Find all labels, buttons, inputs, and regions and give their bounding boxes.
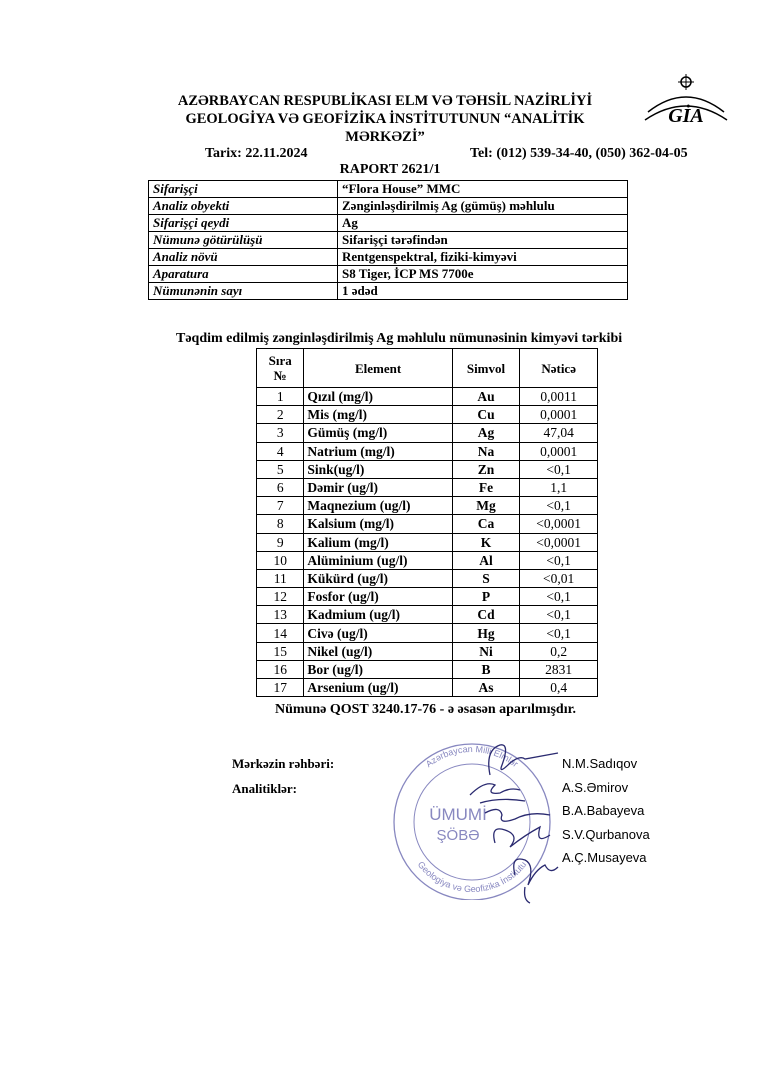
element-name: Kadmium (ug/l)	[304, 606, 452, 624]
row-number: 7	[257, 497, 304, 515]
row-number: 3	[257, 424, 304, 442]
element-name: Kükürd (ug/l)	[304, 569, 452, 587]
result-value: <0,1	[520, 460, 598, 478]
signatory-name: S.V.Qurbanova	[562, 826, 650, 842]
element-name: Bor (ug/l)	[304, 660, 452, 678]
element-name: Mis (mg/l)	[304, 406, 452, 424]
table-row	[257, 424, 598, 442]
element-symbol: Al	[452, 551, 520, 569]
element-name: Qızıl (mg/l)	[304, 388, 452, 406]
element-symbol: Ni	[452, 642, 520, 660]
result-value: 2831	[520, 660, 598, 678]
info-value: Rentgenspektral, fiziki-kimyəvi	[338, 249, 628, 266]
info-value: Zənginləşdirilmiş Ag (gümüş) məhlulu	[338, 198, 628, 215]
result-value: 1,1	[520, 478, 598, 496]
element-symbol: S	[452, 569, 520, 587]
info-value: 1 ədəd	[338, 283, 628, 300]
row-number: 8	[257, 515, 304, 533]
element-symbol: B	[452, 660, 520, 678]
head-label: Mərkəzin rəhbəri:	[232, 756, 335, 771]
ministry-title: AZƏRBAYCAN RESPUBLİKASI ELM VƏ TƏHSİL NAZİRLİYİ	[177, 93, 593, 109]
result-value: <0,1	[520, 588, 598, 606]
element-name: Kalsium (mg/l)	[304, 515, 452, 533]
element-name: Maqnezium (ug/l)	[304, 497, 452, 515]
results-subtitle: Təqdim edilmiş zənginləşdirilmiş Ag məhlulu nümunəsinin kimyəvi tərkibi	[176, 331, 623, 346]
info-row	[149, 249, 628, 266]
institute-logo-icon	[640, 72, 730, 132]
table-row	[257, 551, 598, 569]
report-number: RAPORT 2621/1	[339, 162, 441, 177]
row-number: 1	[257, 388, 304, 406]
order-info-table	[148, 180, 628, 300]
standard-note: Nümunə QOST 3240.17-76 - ə əsasən aparılmışdır.	[275, 702, 577, 717]
signatory-name: B.A.Babayeva	[562, 803, 645, 818]
table-row	[257, 497, 598, 515]
col-header-no: Sıra №	[257, 349, 304, 388]
table-row	[257, 460, 598, 478]
results-header-row	[257, 349, 598, 388]
element-symbol: K	[452, 533, 520, 551]
info-value: Sifarişçi tərəfindən	[338, 232, 628, 249]
element-symbol: Cu	[452, 406, 520, 424]
table-row	[257, 642, 598, 660]
element-name: Dəmir (ug/l)	[304, 478, 452, 496]
info-label: Aparatura	[149, 266, 338, 283]
info-value: “Flora House” MMC	[338, 181, 628, 198]
element-name: Gümüş (mg/l)	[304, 424, 452, 442]
element-name: Fosfor (ug/l)	[304, 588, 452, 606]
info-label: Analiz obyekti	[149, 198, 338, 215]
element-symbol: Mg	[452, 497, 520, 515]
institute-title: GEOLOGİYA VƏ GEOFİZİKA İNSTİTUTUNUN “ANALİTİK MƏRKƏZİ”	[185, 111, 585, 145]
row-number: 10	[257, 551, 304, 569]
col-header-element: Element	[304, 349, 452, 388]
table-row	[257, 588, 598, 606]
logo-lettering: GİA	[668, 105, 704, 127]
result-value: 0,0001	[520, 406, 598, 424]
row-number: 9	[257, 533, 304, 551]
element-name: Nikel (ug/l)	[304, 642, 452, 660]
element-name: Sink(ug/l)	[304, 460, 452, 478]
element-symbol: Cd	[452, 606, 520, 624]
element-name: Arsenium (ug/l)	[304, 679, 452, 697]
stamp-ring-bottom: Geologiya və Geofizika İnstitutu	[415, 859, 529, 895]
row-number: 17	[257, 679, 304, 697]
result-value: <0,01	[520, 569, 598, 587]
element-name: Civə (ug/l)	[304, 624, 452, 642]
phone-numbers: Tel: (012) 539-34-40, (050) 362-04-05	[470, 146, 688, 161]
signatures	[440, 735, 580, 905]
info-row	[149, 232, 628, 249]
info-label: Analiz növü	[149, 249, 338, 266]
result-value: 0,0011	[520, 388, 598, 406]
info-label: Nümunənin sayı	[149, 283, 338, 300]
element-symbol: Ag	[452, 424, 520, 442]
info-label: Sifarişçi	[149, 181, 338, 198]
row-number: 5	[257, 460, 304, 478]
report-date: Tarix: 22.11.2024	[205, 146, 308, 161]
row-number: 16	[257, 660, 304, 678]
element-symbol: Fe	[452, 478, 520, 496]
result-value: <0,0001	[520, 533, 598, 551]
info-label: Sifarişçi qeydi	[149, 215, 338, 232]
info-row	[149, 283, 628, 300]
result-value: 0,4	[520, 679, 598, 697]
col-header-result: Nəticə	[520, 349, 598, 388]
element-symbol: Na	[452, 442, 520, 460]
signatory-names	[562, 752, 650, 870]
row-number: 14	[257, 624, 304, 642]
signatory-name: N.M.Sadıqov	[562, 756, 638, 771]
info-row	[149, 215, 628, 232]
element-symbol: Zn	[452, 460, 520, 478]
table-row	[257, 679, 598, 697]
element-symbol: P	[452, 588, 520, 606]
element-symbol: Ca	[452, 515, 520, 533]
element-name: Natrium (mg/l)	[304, 442, 452, 460]
info-value: S8 Tiger, İCP MS 7700e	[338, 266, 628, 283]
result-value: <0,1	[520, 551, 598, 569]
result-value: <0,1	[520, 497, 598, 515]
row-number: 6	[257, 478, 304, 496]
result-value: 47,04	[520, 424, 598, 442]
table-row	[257, 388, 598, 406]
stamp-line2: ŞÖBƏ	[436, 827, 480, 844]
row-number: 2	[257, 406, 304, 424]
row-number: 4	[257, 442, 304, 460]
result-value: <0,1	[520, 624, 598, 642]
table-row	[257, 606, 598, 624]
info-row	[149, 181, 628, 198]
signatory-name: A.S.Əmirov	[562, 779, 629, 795]
table-row	[257, 624, 598, 642]
signatory-name: A.Ç.Musayeva	[562, 850, 647, 865]
results-table	[256, 348, 598, 697]
info-label: Nümunə götürülüşü	[149, 232, 338, 249]
element-symbol: Hg	[452, 624, 520, 642]
col-header-symbol: Simvol	[452, 349, 520, 388]
element-symbol: As	[452, 679, 520, 697]
analysts-label: Analitiklər:	[232, 781, 297, 796]
result-value: <0,1	[520, 606, 598, 624]
table-row	[257, 406, 598, 424]
table-row	[257, 533, 598, 551]
result-value: <0,0001	[520, 515, 598, 533]
stamp-line1: ÜMUMİ	[429, 805, 487, 824]
info-value: Ag	[338, 215, 628, 232]
result-value: 0,0001	[520, 442, 598, 460]
element-name: Kalium (mg/l)	[304, 533, 452, 551]
element-name: Alüminium (ug/l)	[304, 551, 452, 569]
table-row	[257, 478, 598, 496]
table-row	[257, 569, 598, 587]
info-row	[149, 266, 628, 283]
result-value: 0,2	[520, 642, 598, 660]
row-number: 11	[257, 569, 304, 587]
info-row	[149, 198, 628, 215]
row-number: 15	[257, 642, 304, 660]
table-row	[257, 660, 598, 678]
table-row	[257, 515, 598, 533]
stamp-ring-top: Azərbaycan Milli Elmlər	[423, 743, 521, 770]
row-number: 13	[257, 606, 304, 624]
table-row	[257, 442, 598, 460]
row-number: 12	[257, 588, 304, 606]
element-symbol: Au	[452, 388, 520, 406]
